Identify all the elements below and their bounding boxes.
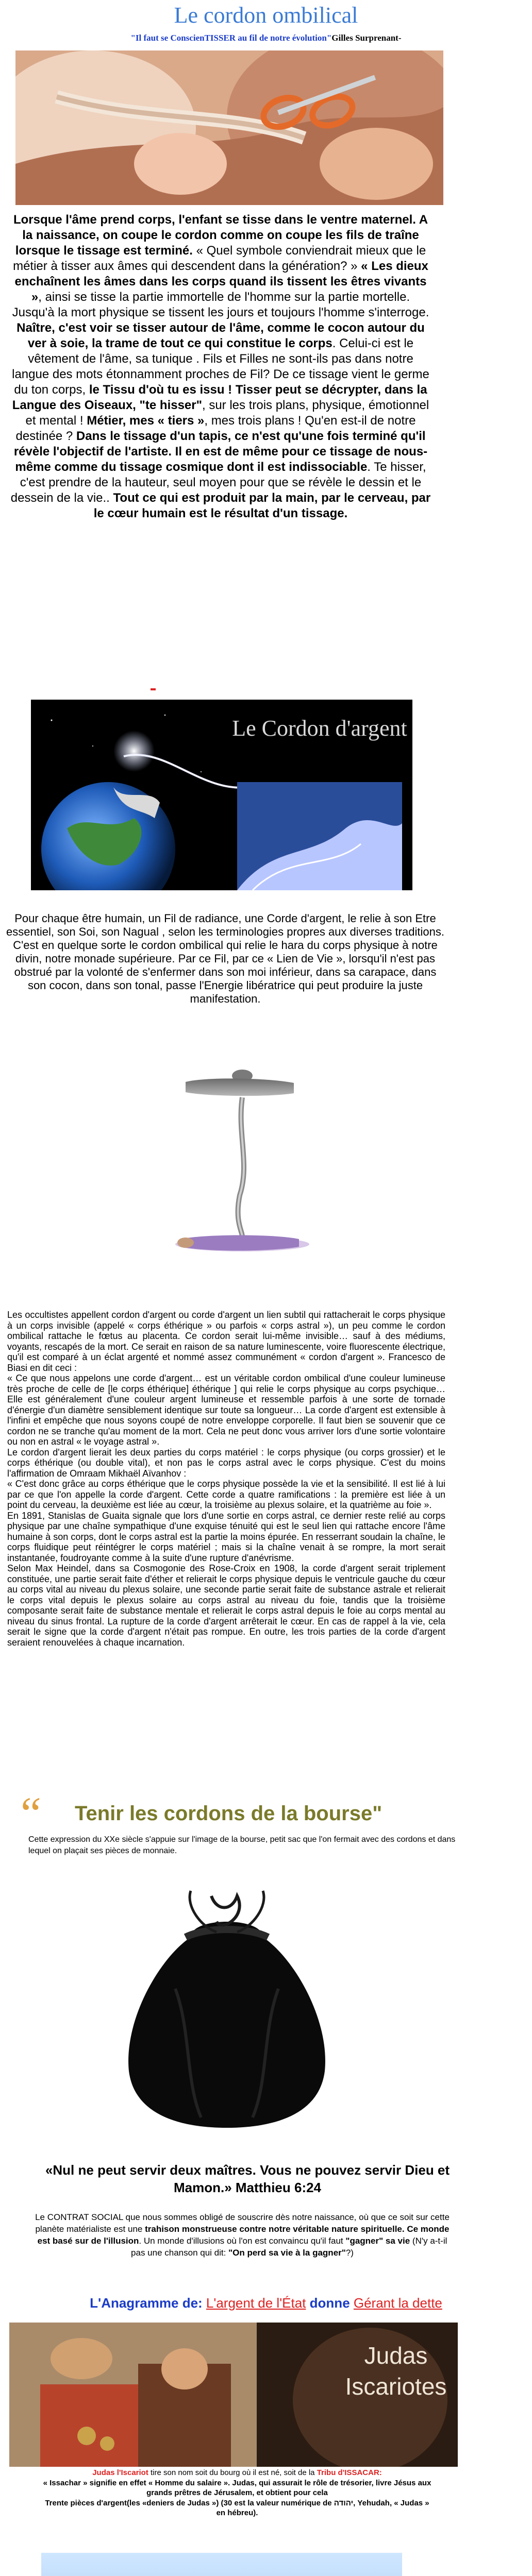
intro-p10: , mes trois plans ! Qu'en est-il de notre destinée ? [15,414,416,443]
intro-p1: Lorsque l'âme prend corps, l'enfant se tisse dans le ventre maternel. A la naissance, on coupe le cordon comme on coupe les fils de traîne lorsque le tissage est terminé. [13,213,428,258]
intro-p2: « Quel symbole conviendrait mieux que le métier à tisser aux âmes qui descendent dans la génération? » [13,244,426,273]
anagramme-label: L'Anagramme de: [90,2295,206,2311]
iscariotes-label: Iscariotes [345,2373,447,2400]
quote-mark-icon: “ [21,1788,41,1839]
image-caption: Le Cordon d'argent [232,716,407,741]
judas-t3: Tribu d'ISSACAR: [317,2468,382,2477]
bourse-description: Cette expression du XXe siècle s'appuie sur l'image de la bourse, petit sac que l'on fermait avec des cordons et dans lequel on plaçait ses pièces de monnaie. [28,1835,456,1855]
dollar-sacrifice-illustration [41,2553,402,2576]
subtitle [0,33,532,43]
intro-p6: . Celui-ci est le vêtement de l'âme, sa tunique . Fils et Filles ne sont-ils pas dans notre langue des mots étonnamment proches de Fil? De ce tissage vient le germe du ton corps, [12,336,429,397]
intro-p5: Naître, c'est voir se tisser autour de l'âme, comme le cocon autour du ver à soie, la trame de tout ce qui constitue le corps [16,321,425,350]
subtitle-quote: "Il faut se ConscienTISSER au fil de notre évolution" [130,33,332,43]
contrat-a: Le CONTRAT SOCIAL que nous sommes obligé de souscrire dès notre naissance, où que ce soit sur cette planète matérialiste est une [35,2212,450,2234]
contrat-b: trahison monstrueuse contre notre véritable nature spirituelle. Ce monde est basé sur de l'illusion [37,2224,450,2246]
contrat-f: "On perd sa vie à la gagner" [228,2248,346,2258]
matthew-quote: «Nul ne peut servir deux maîtres. Vous ne pouvez servir Dieu et Mamon.» Matthieu 6:24 [45,2162,450,2195]
occultistes-p2: « Ce que nous appelons une corde d'argent… est un véritable cordon ombilical d'une couleur lumineuse très proche de celle de [le corps éthérique] éthérique ] qui relie le corps physique au corps psychique… Elle est généralement d'une couleur argent lumineuse et ressemble parfois à une sorte de tornade d'énergie d'un diamètre sensiblement identique sur toute sa longueur… La corde d'argent est extensible à l'infini et empêche que nous soyons coupé de notre enveloppe corporelle. Il faut bien se souvenir que ce cordon ne se tranche qu'au moment de la mort. Cela ne peut donc vous arriver lors d'une sortie volontaire ou non en astral « le voyage astral ». [7,1373,445,1447]
astral-body-illustration [165,1066,309,1262]
intro-p13: Tout ce qui est produit par la main, par le cerveau, par le cœur humain est le résultat d'un tissage. [93,491,431,520]
subtitle-author: Gilles Surprenant- [331,33,402,43]
occultistes-p3: Le cordon d'argent lierait les deux parties du corps matériel : le corps physique (ou corps grossier) et le corps éthérique (ou double vital), et non pas le corps astral avec le corps physique. C'est du moins l'affirmation de Omraam Mikhaël Aïvanhov : [7,1447,445,1479]
drawstring-bag-image [113,1875,340,2133]
occultistes-p5: En 1891, Stanislas de Guaita signale que lors d'une sortie en corps astral, ce dernier reste relié au corps physique par une chaîne sympathique d'une exquise ténuité qui est le seul lien qui rattache encore l'âme humaine à son corps, dont le corps astral est la partie la moins épurée. En resserrant soudain la chaîne, le corps fluidique peut réintégrer le corps matériel ; mais si la chaîne venait à se rompre, la mort serait instantanée, foudroyante comme à la suite d'une rupture d'anévrisme. [7,1510,445,1563]
judas-t2: tire son nom soit du bourg où il est né, soit de la [148,2468,317,2477]
judas-iscariotes-image [9,2323,458,2467]
intro-p3: « Les dieux enchaînent les âmes dans les corps quand ils tissent les êtres vivants » [14,259,428,304]
contrat-d: "gagner" sa vie [345,2236,410,2246]
judas-t5: Trente pièces d'argent(les «deniers de Judas ») (30 est la valeur numérique de יהודה, Yehudah, « Judas » en hébreu). [45,2498,429,2517]
silver-cord-illustration [31,700,412,890]
red-mark [151,688,156,690]
intro-p4: , ainsi se tisse la partie immortelle de l'homme sur la partie mortelle. Jusqu'à la mort physique se tissent les jours et toujours l'homme s'interroge. [12,290,429,319]
contrat-social-paragraph [31,2211,454,2259]
anagramme-link-2[interactable]: Gérant la dette [353,2295,442,2311]
judas-label: Judas [364,2342,428,2369]
judas-t1: Judas l'Iscariot [92,2468,148,2477]
intro-p7: le Tissu d'où tu es issu ! Tisser peut se décrypter, dans la Langue des Oiseaux, "te hisser" [12,383,427,412]
judas-paragraph [41,2468,433,2518]
occultistes-p4: « C'est donc grâce au corps éthérique que le corps physique possède la vie et la sensibilité. Il est lié à lui par ce que l'on appelle la corde d'argent. Cette corde a quatre ramifications : la première est liée à un point du cerveau, la deuxième est liée au cœur, la troisième au plexus solaire, et la quatrième au foie ». [7,1479,445,1510]
intro-paragraph [9,212,432,521]
scissors-cord-photo [15,50,443,205]
fil-paragraph: Pour chaque être humain, un Fil de radiance, une Corde d'argent, le relie à son Etre essentiel, son Soi, son Nagual , selon les terminologies propres aux diverses traditions. C'est en quelque sorte le cordon ombilical qui relie le hara du corps physique à notre divin, notre monade supérieure. Par ce Fil, par ce « Lien de Vie », lorsqu'il n'est pas obstrué par la volonté de s'enfermer dans son moi inférieur, dans sa carapace, dans son cocon, dans son tonal, passe l'Energie libératrice qui peut produire la juste manifestation. [6,912,444,1005]
anagramme-link-1[interactable]: L'argent de l'État [206,2295,306,2311]
contrat-e: (N'y a-t-il pas une chanson qui dit: [131,2236,447,2258]
intro-p11: Dans le tissage d'un tapis, ce n'est qu'une fois terminé qu'il révèle l'objectif de l'artiste. Il en est de même pour ce tissage de nous-même comme du tissage cosmique dont il est indissociable [13,429,428,474]
intro-p9: Métier, mes « tiers » [87,414,205,428]
judas-t4: « Issachar » signifie en effet « Homme du salaire ». Judas, qui assurait le rôle de trésorier, livre Jésus aux grands prêtres de Jérusalem, et obtient pour cela [43,2478,431,2497]
intro-p8: , sur les trois plans, physique, émotionnel et mental ! [25,398,429,428]
anagramme-line [0,2295,532,2311]
occultistes-section [7,1310,445,1648]
intro-p12: . Te hisser, c'est prendre de la hauteur, seul moyen pour que se révèle le dessin et le dessein de la vie.. [10,460,426,505]
contrat-c: . Un monde d'illusions où l'on est convaincu qu'il faut [139,2236,346,2246]
anagramme-mid: donne [306,2295,354,2311]
bourse-heading: Tenir les cordons de la bourse" [75,1802,383,1825]
page-title: Le cordon ombilical [174,3,358,28]
occultistes-p1: Les occultistes appellent cordon d'argent ou corde d'argent un lien subtil qui rattacherait le corps physique à un corps invisible (appelé « corps éthérique » ou parfois « corps astral »), un peu comme le cordon ombilical rattache le fœtus au placenta. Ce cordon serait lui-même invisible… sauf à des médiums, voyants, rescapés de la mort. Ce serait en raison de sa nature luminescente, voire fluorescente électrique, qu'il est comparé à un éclat argenté et nommé assez communément « cordon d'argent ». Francesco de Biasi en dit ceci : [7,1310,445,1373]
occultistes-p6: Selon Max Heindel, dans sa Cosmogonie des Rose-Croix en 1908, la corde d'argent serait triplement constituée, une partie serait faite d'éther et relierait le corps physique depuis le ventricule gauche du cœur au corps vital au niveau du plexus solaire, une seconde partie serait faite de substance astrale et relierait le corps vital depuis le plexus solaire au corps astral au niveau du foie, tandis que la troisième composante serait faite de substance mentale et relierait le corps astral depuis le foie au corps mental au niveau du sinus frontal. La rupture de la corde d'argent arrêterait le cœur. En cas de rappel à la vie, cela serait le signe que la corde d'argent n'était pas rompue. En outre, les trois parties de la corde d'argent seraient renouvelées à chaque incarnation. [7,1563,445,1648]
contrat-g: ?) [345,2248,354,2258]
